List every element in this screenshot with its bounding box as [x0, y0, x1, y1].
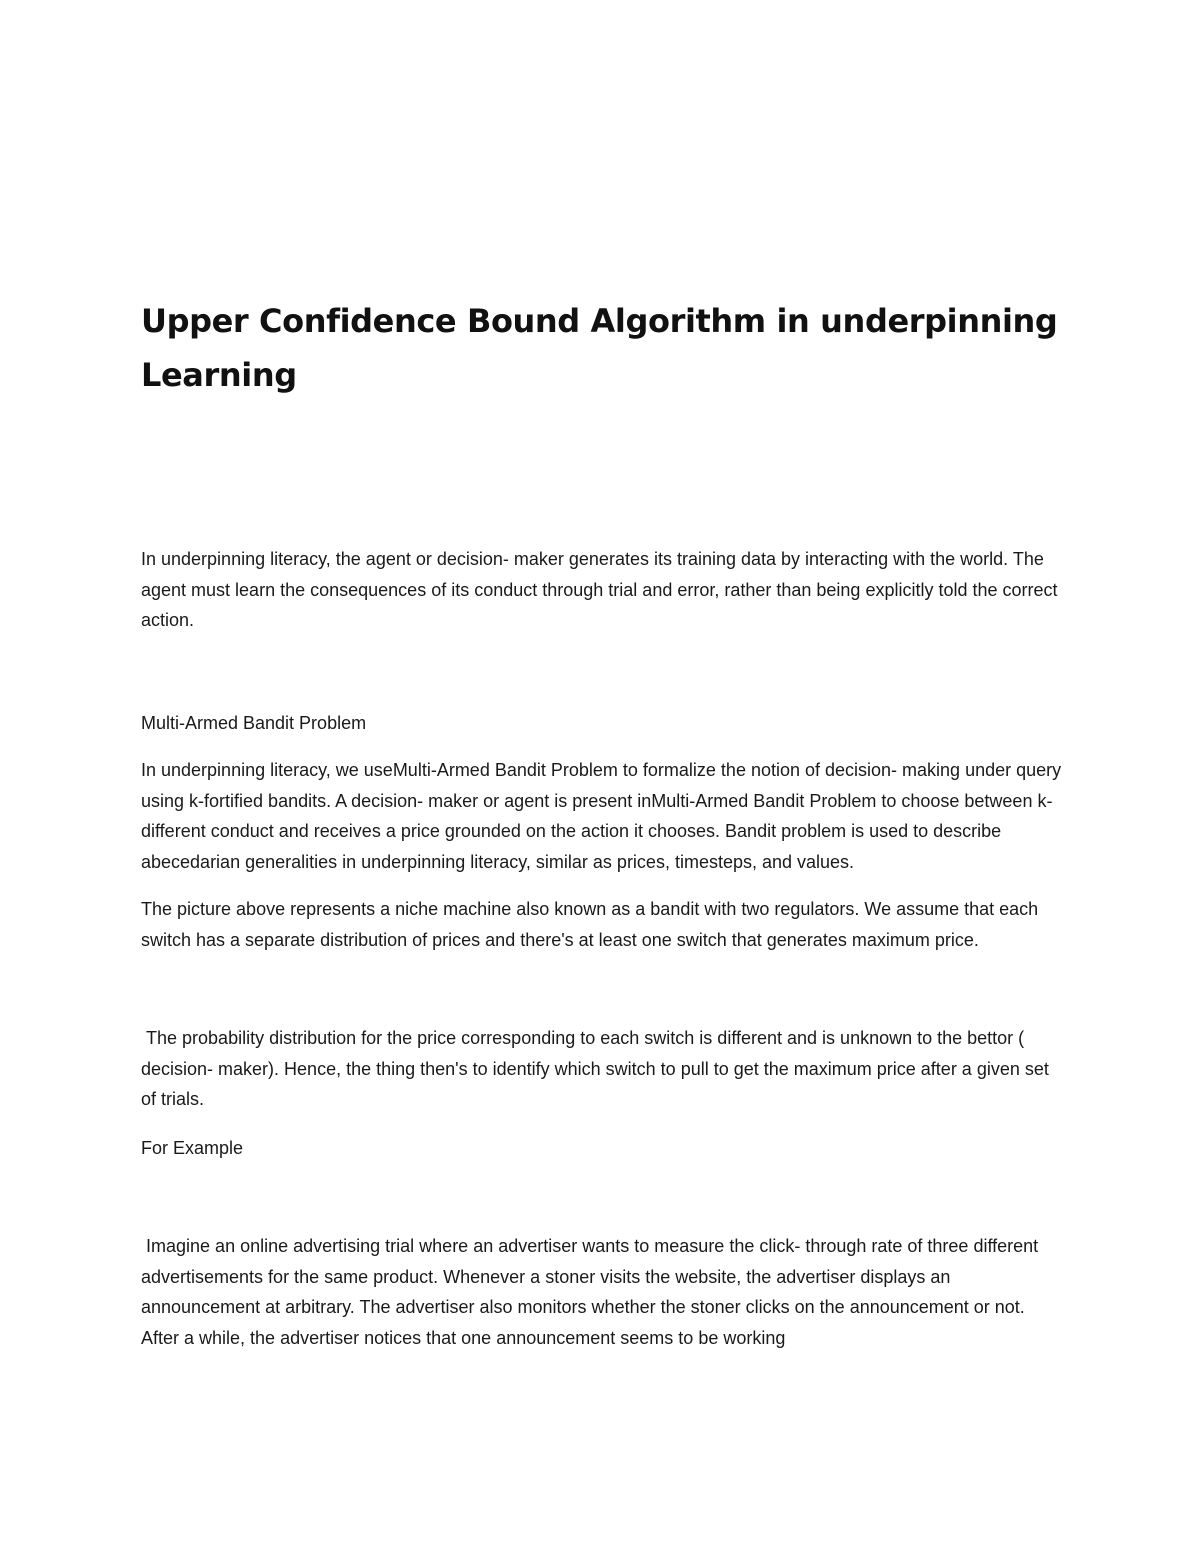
document-body	[141, 294, 1066, 1353]
section-heading: Multi-Armed Bandit Problem	[141, 712, 367, 733]
example-paragraph: Imagine an online advertising trial where an advertiser wants to measure the click- through rate of three different advertisements for the same product. Whenever a stoner visits the website, the advertiser displays an announcement at arbitrary. The advertiser also monitors whether the stoner clicks on the announcement or not. After a while, the advertiser notices that one announcement seems to be working	[141, 1236, 1044, 1348]
picture-paragraph: The picture above represents a niche machine also known as a bandit with two regulators. We assume that each switch has a separate distribution of prices and there's at least one switch that generates maximum price.	[141, 899, 1039, 950]
intro-paragraph: In underpinning literacy, the agent or decision- maker generates its training data by interacting with the world. The agent must learn the consequences of its conduct through trial and error, rather than being explicitly told the correct action.	[141, 549, 1058, 630]
probability-paragraph: The probability distribution for the price corresponding to each switch is different and is unknown to the bettor ( decision- maker). Hence, the thing then's to identify which switch to pull to get the maximum price after a given set of trials.	[141, 1028, 1054, 1109]
document-title: Upper Confidence Bound Algorithm in underpinning Learning	[141, 302, 1058, 394]
example-label: For Example	[141, 1137, 244, 1158]
bandit-paragraph: In underpinning literacy, we useMulti-Armed Bandit Problem to formalize the notion of decision- making under query using k-fortified bandits. A decision- maker or agent is present inMulti-Armed Bandit Problem to choose between k-different conduct and receives a price grounded on the action it chooses. Bandit problem is used to describe abecedarian generalities in underpinning literacy, similar as prices, timesteps, and values.	[141, 760, 1062, 872]
